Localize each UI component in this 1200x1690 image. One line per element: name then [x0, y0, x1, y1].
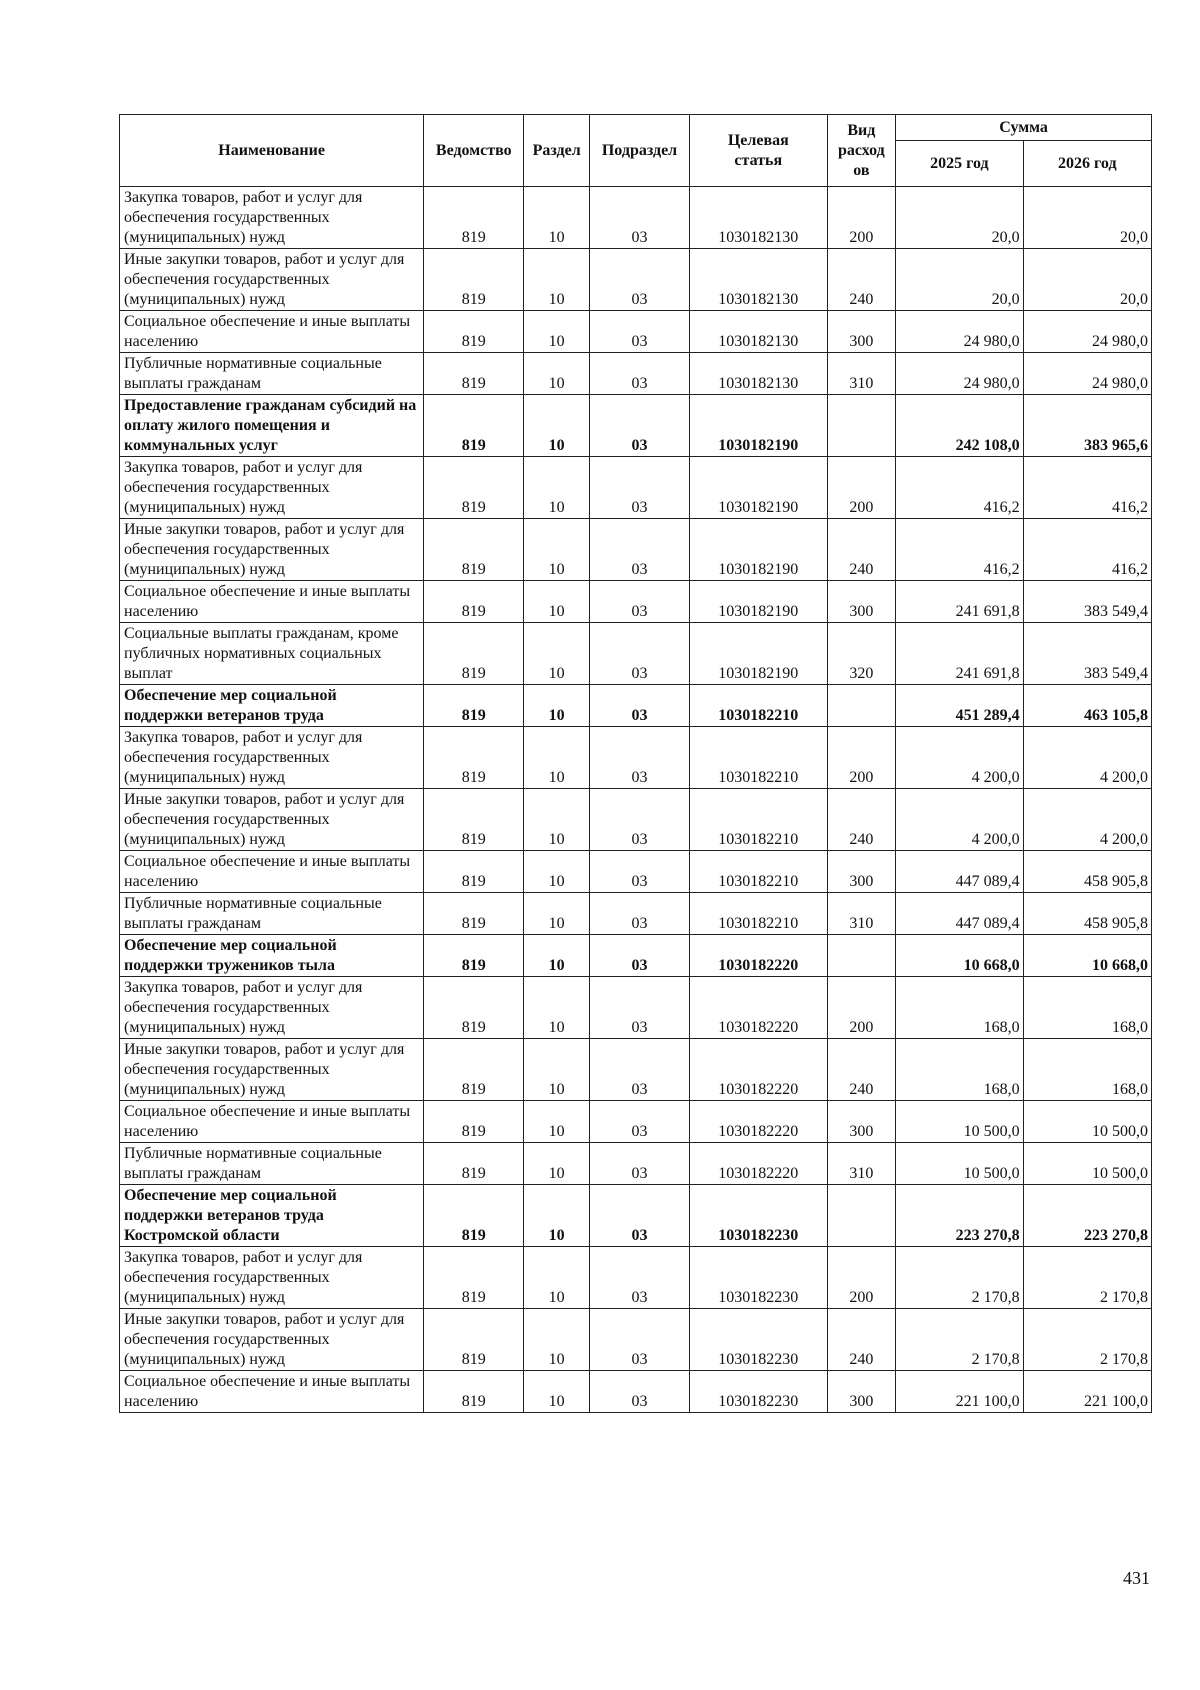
cell-section: 10 [524, 851, 590, 893]
cell-sum-2026: 458 905,8 [1023, 893, 1151, 935]
cell-sum-2026: 416,2 [1023, 519, 1151, 581]
table-row [120, 1185, 1152, 1247]
cell-name: Публичные нормативные социальные выплаты гражданам [120, 353, 424, 395]
cell-name: Публичные нормативные социальные выплаты гражданам [120, 893, 424, 935]
cell-sum-2026: 168,0 [1023, 1039, 1151, 1101]
cell-department: 819 [424, 1309, 524, 1371]
cell-section: 10 [524, 1185, 590, 1247]
cell-name: Обеспечение мер социальной поддержки ветеранов труда [120, 685, 424, 727]
cell-target-article: 1030182130 [690, 353, 827, 395]
cell-subsection: 03 [589, 1247, 689, 1309]
cell-subsection: 03 [589, 249, 689, 311]
cell-sum-2025: 2 170,8 [896, 1309, 1023, 1371]
cell-expense-type: 240 [827, 519, 896, 581]
cell-section: 10 [524, 1247, 590, 1309]
cell-target-article: 1030182190 [690, 581, 827, 623]
cell-sum-2025: 2 170,8 [896, 1247, 1023, 1309]
cell-target-article: 1030182220 [690, 1039, 827, 1101]
cell-department: 819 [424, 395, 524, 457]
cell-sum-2025: 168,0 [896, 977, 1023, 1039]
cell-section: 10 [524, 1039, 590, 1101]
cell-sum-2026: 458 905,8 [1023, 851, 1151, 893]
cell-section: 10 [524, 1309, 590, 1371]
cell-expense-type [827, 935, 896, 977]
cell-sum-2026: 20,0 [1023, 187, 1151, 249]
cell-department: 819 [424, 457, 524, 519]
cell-subsection: 03 [589, 623, 689, 685]
cell-name: Публичные нормативные социальные выплаты гражданам [120, 1143, 424, 1185]
cell-name: Иные закупки товаров, работ и услуг для обеспечения государственных (муниципальных) нужд [120, 789, 424, 851]
table-row [120, 685, 1152, 727]
table-row [120, 581, 1152, 623]
cell-section: 10 [524, 395, 590, 457]
table-row [120, 187, 1152, 249]
table-row [120, 789, 1152, 851]
cell-expense-type: 300 [827, 1101, 896, 1143]
cell-sum-2025: 24 980,0 [896, 311, 1023, 353]
cell-department: 819 [424, 353, 524, 395]
cell-section: 10 [524, 789, 590, 851]
table-row [120, 935, 1152, 977]
cell-sum-2025: 168,0 [896, 1039, 1023, 1101]
cell-name: Предоставление гражданам субсидий на оплату жилого помещения и коммунальных услуг [120, 395, 424, 457]
cell-department: 819 [424, 851, 524, 893]
header-subsection: Подраздел [589, 115, 689, 187]
cell-sum-2026: 2 170,8 [1023, 1309, 1151, 1371]
cell-sum-2025: 4 200,0 [896, 727, 1023, 789]
cell-sum-2026: 4 200,0 [1023, 789, 1151, 851]
cell-name: Закупка товаров, работ и услуг для обеспечения государственных (муниципальных) нужд [120, 1247, 424, 1309]
cell-sum-2025: 242 108,0 [896, 395, 1023, 457]
cell-name: Иные закупки товаров, работ и услуг для обеспечения государственных (муниципальных) нужд [120, 249, 424, 311]
cell-name: Социальное обеспечение и иные выплаты населению [120, 851, 424, 893]
table-row [120, 851, 1152, 893]
cell-name: Социальное обеспечение и иные выплаты населению [120, 1371, 424, 1413]
table-row [120, 1039, 1152, 1101]
cell-department: 819 [424, 789, 524, 851]
table-row [120, 1143, 1152, 1185]
cell-department: 819 [424, 581, 524, 623]
table-row [120, 353, 1152, 395]
cell-department: 819 [424, 1247, 524, 1309]
cell-department: 819 [424, 1185, 524, 1247]
cell-subsection: 03 [589, 581, 689, 623]
cell-target-article: 1030182130 [690, 249, 827, 311]
cell-name: Иные закупки товаров, работ и услуг для обеспечения государственных (муниципальных) нужд [120, 1039, 424, 1101]
cell-target-article: 1030182190 [690, 395, 827, 457]
cell-subsection: 03 [589, 395, 689, 457]
cell-target-article: 1030182130 [690, 187, 827, 249]
cell-section: 10 [524, 311, 590, 353]
cell-section: 10 [524, 353, 590, 395]
cell-section: 10 [524, 727, 590, 789]
cell-name: Социальное обеспечение и иные выплаты населению [120, 1101, 424, 1143]
cell-target-article: 1030182210 [690, 685, 827, 727]
budget-table [119, 114, 1152, 1413]
cell-subsection: 03 [589, 1039, 689, 1101]
cell-expense-type: 200 [827, 1247, 896, 1309]
cell-sum-2025: 10 668,0 [896, 935, 1023, 977]
cell-expense-type: 200 [827, 457, 896, 519]
cell-target-article: 1030182190 [690, 519, 827, 581]
cell-section: 10 [524, 581, 590, 623]
table-body [120, 187, 1152, 1413]
header-sum: Сумма [896, 115, 1152, 141]
cell-sum-2026: 10 500,0 [1023, 1101, 1151, 1143]
cell-expense-type: 300 [827, 851, 896, 893]
cell-expense-type: 310 [827, 893, 896, 935]
cell-target-article: 1030182230 [690, 1247, 827, 1309]
cell-name: Закупка товаров, работ и услуг для обеспечения государственных (муниципальных) нужд [120, 727, 424, 789]
cell-sum-2026: 416,2 [1023, 457, 1151, 519]
cell-expense-type: 240 [827, 1039, 896, 1101]
cell-department: 819 [424, 1101, 524, 1143]
table-row [120, 623, 1152, 685]
cell-sum-2025: 416,2 [896, 457, 1023, 519]
cell-subsection: 03 [589, 935, 689, 977]
cell-department: 819 [424, 311, 524, 353]
cell-sum-2025: 4 200,0 [896, 789, 1023, 851]
cell-sum-2025: 221 100,0 [896, 1371, 1023, 1413]
cell-sum-2025: 20,0 [896, 187, 1023, 249]
cell-target-article: 1030182210 [690, 893, 827, 935]
table-row [120, 457, 1152, 519]
cell-name: Социальное обеспечение и иные выплаты населению [120, 581, 424, 623]
header-department: Ведомство [424, 115, 524, 187]
cell-target-article: 1030182230 [690, 1309, 827, 1371]
cell-target-article: 1030182210 [690, 727, 827, 789]
cell-subsection: 03 [589, 1309, 689, 1371]
cell-sum-2026: 221 100,0 [1023, 1371, 1151, 1413]
cell-subsection: 03 [589, 685, 689, 727]
cell-section: 10 [524, 457, 590, 519]
cell-sum-2025: 24 980,0 [896, 353, 1023, 395]
cell-target-article: 1030182220 [690, 977, 827, 1039]
table-row [120, 893, 1152, 935]
cell-expense-type: 200 [827, 977, 896, 1039]
cell-target-article: 1030182210 [690, 789, 827, 851]
cell-expense-type: 300 [827, 311, 896, 353]
cell-sum-2026: 4 200,0 [1023, 727, 1151, 789]
table-row [120, 249, 1152, 311]
cell-target-article: 1030182130 [690, 311, 827, 353]
cell-sum-2025: 223 270,8 [896, 1185, 1023, 1247]
header-year-2025: 2025 год [896, 141, 1023, 187]
cell-department: 819 [424, 685, 524, 727]
cell-subsection: 03 [589, 457, 689, 519]
cell-sum-2026: 223 270,8 [1023, 1185, 1151, 1247]
cell-subsection: 03 [589, 851, 689, 893]
cell-expense-type: 320 [827, 623, 896, 685]
cell-subsection: 03 [589, 727, 689, 789]
cell-name: Обеспечение мер социальной поддержки ветеранов труда Костромской области [120, 1185, 424, 1247]
cell-subsection: 03 [589, 977, 689, 1039]
cell-name: Иные закупки товаров, работ и услуг для обеспечения государственных (муниципальных) нужд [120, 519, 424, 581]
cell-sum-2026: 2 170,8 [1023, 1247, 1151, 1309]
cell-section: 10 [524, 623, 590, 685]
cell-section: 10 [524, 893, 590, 935]
cell-department: 819 [424, 1143, 524, 1185]
cell-section: 10 [524, 187, 590, 249]
cell-sum-2025: 241 691,8 [896, 581, 1023, 623]
cell-expense-type: 310 [827, 1143, 896, 1185]
cell-name: Иные закупки товаров, работ и услуг для обеспечения государственных (муниципальных) нужд [120, 1309, 424, 1371]
cell-name: Социальное обеспечение и иные выплаты населению [120, 311, 424, 353]
cell-sum-2026: 383 549,4 [1023, 623, 1151, 685]
cell-subsection: 03 [589, 789, 689, 851]
cell-subsection: 03 [589, 311, 689, 353]
cell-subsection: 03 [589, 519, 689, 581]
cell-sum-2025: 241 691,8 [896, 623, 1023, 685]
cell-sum-2026: 383 965,6 [1023, 395, 1151, 457]
cell-section: 10 [524, 1371, 590, 1413]
cell-subsection: 03 [589, 1101, 689, 1143]
cell-sum-2025: 416,2 [896, 519, 1023, 581]
cell-department: 819 [424, 519, 524, 581]
table-row [120, 395, 1152, 457]
cell-expense-type: 200 [827, 187, 896, 249]
cell-section: 10 [524, 685, 590, 727]
cell-name: Закупка товаров, работ и услуг для обеспечения государственных (муниципальных) нужд [120, 977, 424, 1039]
cell-department: 819 [424, 893, 524, 935]
cell-department: 819 [424, 623, 524, 685]
cell-target-article: 1030182220 [690, 1143, 827, 1185]
cell-expense-type: 300 [827, 1371, 896, 1413]
table-row [120, 519, 1152, 581]
cell-sum-2026: 24 980,0 [1023, 353, 1151, 395]
cell-expense-type [827, 685, 896, 727]
cell-subsection: 03 [589, 187, 689, 249]
cell-expense-type: 200 [827, 727, 896, 789]
cell-sum-2026: 20,0 [1023, 249, 1151, 311]
page-number: 431 [1123, 1568, 1150, 1588]
cell-department: 819 [424, 727, 524, 789]
table-row [120, 1247, 1152, 1309]
cell-name: Закупка товаров, работ и услуг для обеспечения государственных (муниципальных) нужд [120, 187, 424, 249]
cell-sum-2025: 447 089,4 [896, 893, 1023, 935]
cell-target-article: 1030182230 [690, 1371, 827, 1413]
cell-subsection: 03 [589, 1143, 689, 1185]
table-row [120, 1371, 1152, 1413]
cell-target-article: 1030182220 [690, 935, 827, 977]
cell-department: 819 [424, 935, 524, 977]
cell-target-article: 1030182220 [690, 1101, 827, 1143]
cell-section: 10 [524, 1143, 590, 1185]
cell-target-article: 1030182230 [690, 1185, 827, 1247]
table-row [120, 1309, 1152, 1371]
header-year-2026: 2026 год [1023, 141, 1151, 187]
cell-target-article: 1030182190 [690, 457, 827, 519]
cell-subsection: 03 [589, 1185, 689, 1247]
cell-expense-type [827, 1185, 896, 1247]
table-row [120, 311, 1152, 353]
cell-subsection: 03 [589, 353, 689, 395]
cell-sum-2025: 10 500,0 [896, 1143, 1023, 1185]
cell-subsection: 03 [589, 1371, 689, 1413]
cell-sum-2025: 451 289,4 [896, 685, 1023, 727]
cell-section: 10 [524, 977, 590, 1039]
cell-expense-type: 240 [827, 249, 896, 311]
cell-target-article: 1030182210 [690, 851, 827, 893]
cell-expense-type: 240 [827, 789, 896, 851]
cell-section: 10 [524, 1101, 590, 1143]
cell-sum-2026: 383 549,4 [1023, 581, 1151, 623]
header-name: Наименование [120, 115, 424, 187]
table-header [120, 115, 1152, 187]
cell-department: 819 [424, 187, 524, 249]
cell-department: 819 [424, 977, 524, 1039]
cell-sum-2025: 10 500,0 [896, 1101, 1023, 1143]
cell-sum-2025: 447 089,4 [896, 851, 1023, 893]
cell-department: 819 [424, 249, 524, 311]
table-row [120, 727, 1152, 789]
header-expense-type: Вид расход ов [827, 115, 896, 187]
cell-department: 819 [424, 1371, 524, 1413]
cell-sum-2026: 24 980,0 [1023, 311, 1151, 353]
cell-section: 10 [524, 519, 590, 581]
cell-name: Закупка товаров, работ и услуг для обеспечения государственных (муниципальных) нужд [120, 457, 424, 519]
cell-sum-2025: 20,0 [896, 249, 1023, 311]
table-row [120, 1101, 1152, 1143]
cell-expense-type [827, 395, 896, 457]
cell-section: 10 [524, 249, 590, 311]
cell-sum-2026: 10 500,0 [1023, 1143, 1151, 1185]
header-section: Раздел [524, 115, 590, 187]
cell-name: Обеспечение мер социальной поддержки тружеников тыла [120, 935, 424, 977]
cell-expense-type: 300 [827, 581, 896, 623]
cell-expense-type: 310 [827, 353, 896, 395]
cell-name: Социальные выплаты гражданам, кроме публичных нормативных социальных выплат [120, 623, 424, 685]
table-row [120, 977, 1152, 1039]
cell-sum-2026: 463 105,8 [1023, 685, 1151, 727]
cell-subsection: 03 [589, 893, 689, 935]
header-target-article: Целевая статья [690, 115, 827, 187]
cell-sum-2026: 168,0 [1023, 977, 1151, 1039]
cell-sum-2026: 10 668,0 [1023, 935, 1151, 977]
cell-target-article: 1030182190 [690, 623, 827, 685]
cell-department: 819 [424, 1039, 524, 1101]
cell-section: 10 [524, 935, 590, 977]
cell-expense-type: 240 [827, 1309, 896, 1371]
